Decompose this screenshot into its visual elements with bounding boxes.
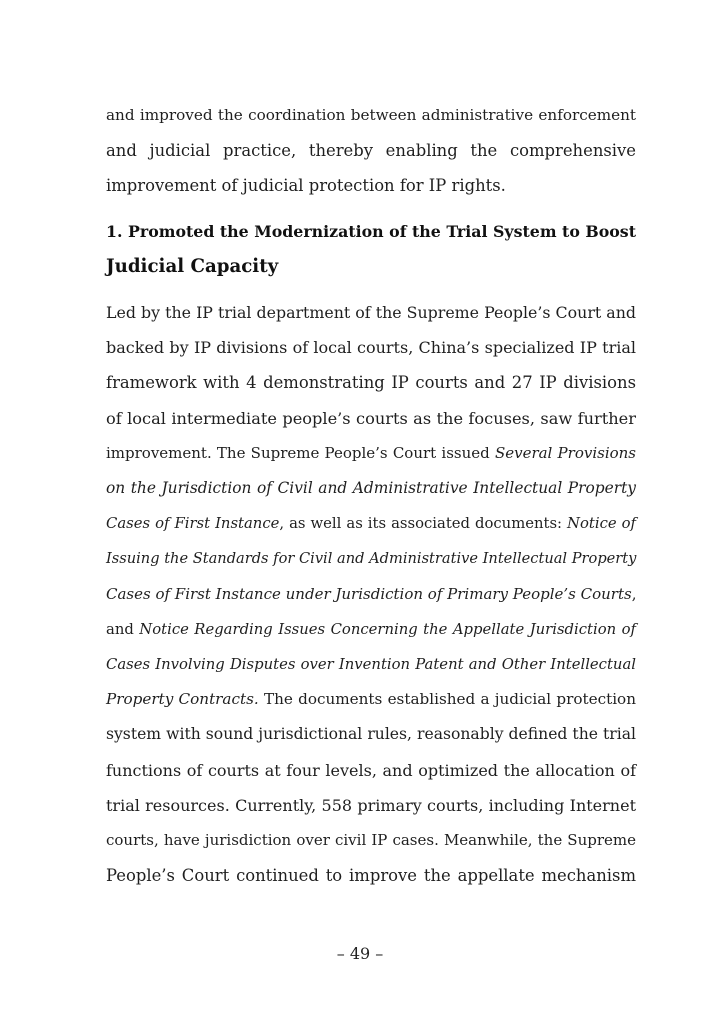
section-heading <box>106 214 636 284</box>
document-title-italic: Cases of First Instance <box>106 515 280 533</box>
heading-line: 1. Promoted the Modernization of the Trial System to Boost <box>106 221 636 241</box>
text-span: , as well as its associated documents: <box>279 515 568 533</box>
page-number: – 49 – <box>336 944 384 963</box>
text-line <box>106 436 636 471</box>
document-title-italic: Cases of First Instance under Jurisdiction of Primary People’s Courts <box>106 584 632 603</box>
text-line <box>106 612 636 647</box>
text-line: and improved the coordination between administrative enforcement <box>106 106 636 124</box>
text-span: , <box>631 584 637 603</box>
text-line: functions of courts at four levels, and optimized the allocation of <box>106 760 636 780</box>
text-line: backed by IP divisions of local courts, China’s specialized IP trial <box>106 338 636 358</box>
body-paragraph <box>106 295 636 893</box>
text-line: Led by the IP trial department of the Supreme People’s Court and <box>106 303 636 323</box>
text-line: of local intermediate people’s courts as the focuses, saw further <box>106 408 636 428</box>
text-span: The documents established a judicial protection <box>258 690 636 709</box>
text-line <box>106 506 636 541</box>
text-line <box>106 471 636 506</box>
document-title-italic: Issuing the Standards for Civil and Administrative Intellectual Property <box>106 550 637 568</box>
document-title-italic: Notice Regarding Issues Concerning the Appellate Jurisdiction of <box>139 620 636 638</box>
text-line: courts, have jurisdiction over civil IP cases. Meanwhile, the Supreme <box>106 831 636 850</box>
text-line: improvement of judicial protection for IP rights. <box>106 176 506 196</box>
text-line <box>106 541 636 576</box>
text-line <box>106 682 636 717</box>
page-content <box>106 98 636 893</box>
text-line: and judicial practice, thereby enabling the comprehensive <box>106 141 636 161</box>
intro-paragraph <box>106 98 636 204</box>
document-title-italic: Cases Involving Disputes over Invention Patent and Other Intellectual <box>106 656 636 674</box>
document-title-italic: Notice of <box>567 515 636 533</box>
text-span: improvement. The Supreme People’s Court issued <box>106 443 495 462</box>
text-line: system with sound jurisdictional rules, reasonably defined the trial <box>106 725 636 744</box>
heading-line: Judicial Capacity <box>106 255 279 277</box>
text-line <box>106 577 636 612</box>
document-title-italic: on the Jurisdiction of Civil and Administrative Intellectual Property <box>106 479 636 498</box>
text-line <box>106 647 636 682</box>
text-line: framework with 4 demonstrating IP courts and 27 IP divisions <box>106 373 636 393</box>
document-title-italic: Several Provisions <box>494 443 637 462</box>
text-line: People’s Court continued to improve the appellate mechanism <box>106 866 636 886</box>
text-span: and <box>106 620 140 638</box>
document-title-italic: Property Contracts. <box>106 690 259 709</box>
text-line: trial resources. Currently, 558 primary courts, including Internet <box>106 795 636 815</box>
